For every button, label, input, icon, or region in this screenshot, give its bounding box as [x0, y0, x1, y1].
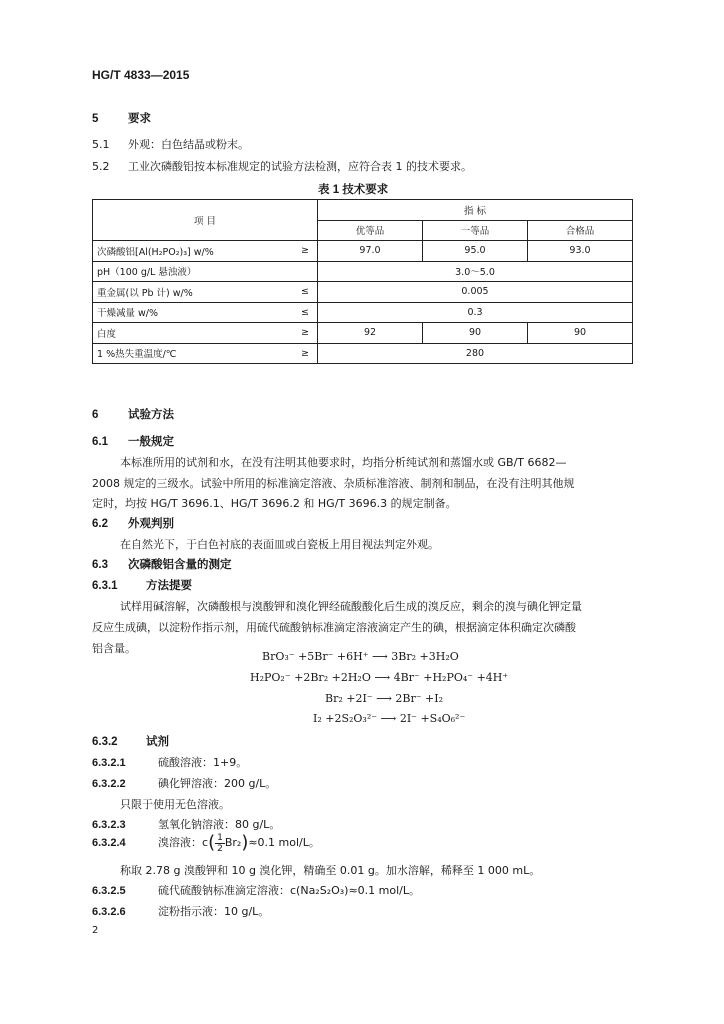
table-row: [93, 323, 633, 344]
row-value: 0.3: [318, 302, 633, 323]
section-5-heading: [92, 110, 151, 126]
reagent-note: 称取 2.78 g 溴酸钾和 10 g 溴化钾，精确至 0.01 g。加水溶解，稀释至 1 000 mL。: [120, 864, 541, 877]
fraction-denominator: 2: [217, 843, 223, 854]
section-title: 要求: [128, 113, 151, 125]
reaction-equation: BrO₃⁻ +5Br⁻ +6H⁺ ⟶ 3Br₂ +3H₂O: [262, 650, 459, 663]
reagent-item: [92, 882, 420, 898]
row-item: pH（100 g/L 悬浊液）: [93, 261, 286, 282]
row-symbol: ≥: [285, 343, 318, 364]
section-number: 5: [92, 113, 99, 125]
reagent-label: 溴溶液：c: [158, 836, 209, 849]
paragraph-line: 定时，均按 HG/T 3696.1、HG/T 3696.2 和 HG/T 3696.3 的规定制备。: [92, 497, 457, 510]
reagent-item: [92, 903, 269, 919]
close-paren: ): [241, 832, 249, 853]
table-row: [93, 282, 633, 303]
clause-number: 5.2: [92, 160, 110, 173]
row-value: 3.0～5.0: [318, 261, 633, 282]
paragraph-line: 在自然光下，于白色衬底的表面皿或白瓷板上用目视法判定外观。: [120, 538, 439, 551]
row-symbol: ≥: [285, 241, 318, 262]
reagent-text: 硫代硫酸钠标准滴定溶液：c(Na₂S₂O₃)≈0.1 mol/L。: [158, 884, 421, 897]
reaction-equation: H₂PO₂⁻ +2Br₂ +2H₂O ⟶ 4Br⁻ +H₂PO₄⁻ +4H⁺: [250, 671, 509, 684]
reagent-note: 只限于使用无色溶液。: [120, 798, 230, 811]
clause-title: 方法提要: [146, 580, 192, 592]
table-caption: 表 1 技术要求: [318, 184, 389, 196]
clause-number: 6.3.1: [92, 580, 118, 592]
row-value: 0.005: [318, 282, 633, 303]
clause-title: 一般规定: [128, 436, 174, 448]
paragraph-line: 反应生成碘，以淀粉作指示剂，用硫代硫酸钠标准滴定溶液滴定产生的碘，根据滴定体积确定次磷酸: [92, 621, 576, 634]
row-symbol: [285, 261, 318, 282]
paragraph-line: 铝含量。: [92, 642, 136, 655]
section-6-heading: [92, 406, 174, 422]
clause-number: 6.3.2: [92, 736, 118, 748]
row-item: 次磷酸铝[Al(H₂PO₂)₃] w/%: [93, 241, 286, 262]
clause-5-2: [92, 158, 472, 174]
reagent-text: 氢氧化钠溶液：80 g/L。: [158, 818, 281, 831]
clause-number: 6.2: [92, 518, 108, 530]
clause-title: 外观判别: [128, 518, 174, 530]
row-item: 重金属(以 Pb 计) w/%: [93, 282, 286, 303]
row-value: 93.0: [528, 241, 633, 262]
section-title: 试验方法: [128, 409, 174, 421]
clause-number: 6.3.2.2: [92, 778, 126, 790]
clause-number: 6.3.2.5: [92, 885, 126, 897]
row-symbol: ≤: [285, 302, 318, 323]
row-item: 干燥减量 w/%: [93, 302, 286, 323]
row-value: 280: [318, 343, 633, 364]
reagent-text: 碘化钾溶液：200 g/L。: [158, 777, 277, 790]
clause-number: 6.1: [92, 436, 108, 448]
reagent-text: 硫酸溶液：1+9。: [158, 756, 248, 769]
row-item: 白度: [93, 323, 286, 344]
grade-superior: 优等品: [318, 220, 423, 241]
table-header-row: [93, 200, 633, 221]
paragraph-line: 本标准所用的试剂和水，在没有注明其他要求时，均指分析纯试剂和蒸馏水或 GB/T 6682—: [120, 456, 567, 469]
reaction-equation: Br₂ +2I⁻ ⟶ 2Br⁻ +I₂: [325, 692, 443, 705]
fraction: [215, 833, 225, 854]
clause-title: 次磷酸铝含量的测定: [128, 559, 232, 571]
clause-6-3-1-heading: [92, 577, 192, 593]
table-row: [93, 302, 633, 323]
reagent-value: ≈0.1 mol/L。: [248, 836, 320, 849]
species: Br₂: [224, 836, 242, 849]
clause-text: 工业次磷酸铝按本标准规定的试验方法检测，应符合表 1 的技术要求。: [128, 160, 472, 173]
reagent-text: 淀粉指示液：10 g/L。: [158, 905, 270, 918]
grade-qualified: 合格品: [528, 220, 633, 241]
clause-text: 外观：白色结晶或粉末。: [128, 138, 249, 151]
reaction-equation: I₂ +2S₂O₃²⁻ ⟶ 2I⁻ +S₄O₆²⁻: [313, 712, 466, 725]
technical-requirements-table: [92, 199, 633, 364]
fraction-numerator: 1: [217, 832, 223, 843]
clause-number: 6.3.2.1: [92, 757, 126, 769]
paragraph-line: 试样用碱溶解，次磷酸根与溴酸钾和溴化钾经硫酸酸化后生成的溴反应，剩余的溴与碘化钾定量: [120, 600, 582, 613]
reagent-item: [92, 775, 276, 791]
row-value: 90: [423, 323, 528, 344]
clause-number: 6.3.2.4: [92, 837, 126, 849]
table-row: [93, 261, 633, 282]
reagent-item: [92, 828, 320, 858]
clause-number: 6.3: [92, 559, 108, 571]
row-value: 95.0: [423, 241, 528, 262]
grade-first: 一等品: [423, 220, 528, 241]
standard-code: HG/T 4833—2015: [92, 68, 190, 82]
clause-number: 6.3.2.3: [92, 819, 126, 831]
page-number: 2: [92, 925, 99, 936]
table-row: [93, 241, 633, 262]
row-value: 92: [318, 323, 423, 344]
header-index: 指 标: [318, 200, 633, 221]
clause-5-1: [92, 136, 249, 152]
row-symbol: ≤: [285, 282, 318, 303]
clause-title: 试剂: [146, 736, 169, 748]
row-value: 97.0: [318, 241, 423, 262]
table-row: [93, 343, 633, 364]
clause-6-3-2-heading: [92, 733, 169, 749]
clause-number: 5.1: [92, 138, 110, 151]
paragraph-line: 2008 规定的三级水。试验中所用的标准滴定溶液、杂质标准溶液、制剂和制品，在没有注明其他规: [92, 477, 575, 490]
clause-number: 6.3.2.6: [92, 906, 126, 918]
row-value: 90: [528, 323, 633, 344]
clause-6-2-heading: [92, 515, 174, 531]
row-item: 1 %热失重温度/℃: [93, 343, 286, 364]
header-item: 项 目: [93, 200, 318, 241]
clause-6-1-heading: [92, 433, 174, 449]
open-paren: (: [208, 832, 216, 853]
reagent-item: [92, 754, 247, 770]
row-symbol: ≥: [285, 323, 318, 344]
section-number: 6: [92, 409, 99, 421]
clause-6-3-heading: [92, 556, 232, 572]
